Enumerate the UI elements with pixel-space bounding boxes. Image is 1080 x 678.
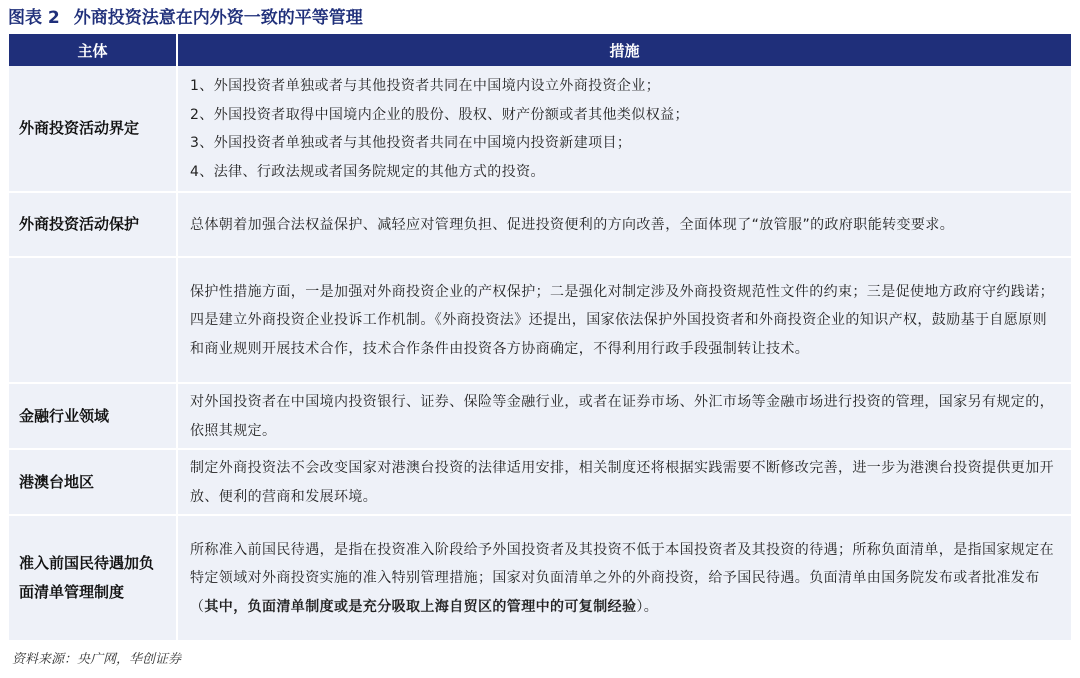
measure-item: 3、外国投资者单独或者与其他投资者共同在中国境内投资新建项目； [190,135,632,151]
row-measures [177,66,1071,192]
row-subject: 准入前国民待遇加负面清单管理制度 [9,515,177,641]
figure-title-text: 外商投资法意在内外资一致的平等管理 [73,8,363,28]
row-measures: 保护性措施方面，一是加强对外商投资企业的产权保护；二是强化对制定涉及外商投资规范性文件的约束；三是促使地方政府守约践诺；四是建立外商投资企业投诉工作机制。《外商投资法》还提出，国家依法保护外国投资者和外商投资企业的知识产权，鼓励基于自愿原则和商业规则开展技术合作，技术合作条件由投资各方协商确定，不得利用行政手段强制转让技术。 [177,257,1071,383]
table-header-row [9,34,1071,66]
column-header-subject: 主体 [9,34,177,66]
measure-item: 2、外国投资者取得中国境内企业的股份、股权、财产份额或者其他类似权益； [190,106,689,123]
table-row [9,449,1071,515]
table-row [9,515,1071,641]
row-subject: 外商投资活动保护 [9,192,177,257]
row-subject: 港澳台地区 [9,449,177,515]
row-measures [177,515,1071,641]
row-measures: 制定外商投资法不会改变国家对港澳台投资的法律适用安排，相关制度还将根据实践需要不断修改完善，进一步为港澳台投资提供更加开放、便利的营商和发展环境。 [177,449,1071,515]
row-subject [9,257,177,383]
measure-text: 所称准入前国民待遇，是指在投资准入阶段给予外国投资者及其投资不低于本国投资者及其投资的待遇；所称负面清单，是指国家规定在特定领域对外商投资实施的准入特别管理措施；国家对负面清单之外的外商投资，给予国民待遇。负面清单由国务院发布或者批准发布（ [190,541,1054,615]
table-row [9,66,1071,192]
figure-label: 图表 2 [8,8,60,28]
column-header-measures: 措施 [177,34,1071,66]
measure-text-end: ）。 [636,598,659,615]
row-measures: 总体朝着加强合法权益保护、减轻应对管理负担、促进投资便利的方向改善，全面体现了“放管服”的政府职能转变要求。 [177,192,1071,257]
table-row [9,383,1071,449]
measure-emphasis: 其中，负面清单制度或是充分吸取上海自贸区的管理中的可复制经验 [204,598,637,615]
measure-item: 1、外国投资者单独或者与其他投资者共同在中国境内设立外商投资企业； [190,78,661,94]
table-row [9,192,1071,257]
row-measures: 对外国投资者在中国境内投资银行、证券、保险等金融行业，或者在证券市场、外汇市场等金融市场进行投资的管理，国家另有规定的，依照其规定。 [177,383,1071,449]
measure-item: 4、法律、行政法规或者国务院规定的其他方式的投资。 [190,163,545,180]
row-subject: 外商投资活动界定 [9,66,177,192]
table-row [9,257,1071,383]
figure-title [8,4,363,32]
row-subject: 金融行业领域 [9,383,177,449]
source-note: 资料来源：央广网，华创证券 [12,652,182,667]
measures-table [9,34,1071,642]
